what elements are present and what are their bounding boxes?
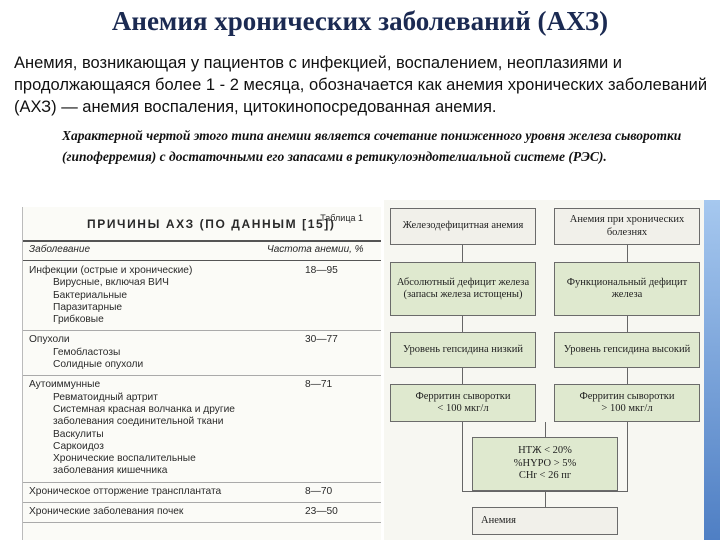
- row-disease-name: Хронические заболевания почек: [29, 506, 184, 518]
- slide-title: Анемия хронических заболеваний (АХЗ): [111, 6, 609, 36]
- row-subtype: Грибковые: [53, 314, 104, 326]
- table-body: [23, 262, 381, 523]
- column-disease: Заболевание: [29, 244, 91, 255]
- node-functional-deficiency: Функциональный дефицит железа: [554, 262, 700, 316]
- decorative-edge: [704, 200, 720, 540]
- row-subtype: Хронические воспалительные: [53, 453, 196, 465]
- table-row: [23, 483, 381, 503]
- node-hepcidin-high: Уровень гепсидина высокий: [554, 332, 700, 368]
- row-frequency: 23—50: [305, 506, 338, 518]
- node-iron-deficiency-anemia: Железодефицитная анемия: [390, 208, 536, 245]
- row-subtype: Гемобластозы: [53, 346, 121, 358]
- row-subtype: Вирусные, включая ВИЧ: [53, 277, 169, 289]
- connector-line: [462, 422, 463, 492]
- row-disease-name: Хроническое отторжение трансплантата: [29, 485, 222, 497]
- connector-line: [627, 245, 628, 262]
- row-subtype: Бактериальные: [53, 289, 128, 301]
- row-frequency: 18—95: [305, 265, 338, 276]
- connector-line: [627, 316, 628, 332]
- connector-line: [545, 422, 546, 437]
- connector-line: [462, 368, 463, 384]
- connector-line: [545, 491, 546, 507]
- characteristic-paragraph: Характерной чертой этого типа анемии является сочетание пониженного уровня железа сыворотки (гипоферремия) с достаточными его запасами в ретикулоэндотелиальной системе (РЭС).: [62, 128, 682, 164]
- table-number: Таблица 1: [320, 213, 363, 223]
- row-disease-name: Опухоли: [29, 334, 70, 346]
- connector-line: [627, 422, 628, 492]
- connector-line: [462, 245, 463, 262]
- node-absolute-deficiency: Абсолютный дефицит железа (запасы железа истощены): [390, 262, 536, 316]
- table-column-headers: [23, 240, 381, 261]
- row-subtype: Васкулиты: [53, 428, 104, 440]
- column-frequency: Частота анемии, %: [267, 244, 364, 255]
- connector-line: [462, 316, 463, 332]
- node-anemia-result: Анемия: [472, 507, 618, 535]
- row-frequency: 8—71: [305, 379, 333, 391]
- row-subtype: Солидные опухоли: [53, 359, 144, 371]
- row-subtype: Саркоидоз: [53, 440, 104, 452]
- node-hepcidin-low: Уровень гепсидина низкий: [390, 332, 536, 368]
- row-disease-name: Инфекции (острые и хронические): [29, 265, 193, 276]
- row-frequency: 30—77: [305, 334, 338, 346]
- table-header: [23, 207, 381, 237]
- definition-paragraph: Анемия, возникающая у пациентов с инфекцией, воспалением, неоплазиями и продолжающаяся более 1 - 2 месяца, обозначается как анемия хронических заболеваний (АХЗ) — анемия воспаления, цитокинопосредованная анемия.: [14, 54, 708, 116]
- node-ferritin-high: Ферритин сыворотки > 100 мкг/л: [554, 384, 700, 422]
- node-chronic-disease-anemia: Анемия при хронических болезнях: [554, 208, 700, 245]
- table-row: [23, 262, 381, 331]
- row-subtype: заболевания кишечника: [53, 465, 168, 477]
- row-disease-name: Аутоиммунные: [29, 379, 101, 391]
- causes-table: [22, 207, 381, 540]
- row-subtype: Системная красная волчанка и другие: [53, 403, 235, 415]
- table-row: [23, 376, 381, 482]
- table-row: [23, 503, 381, 523]
- row-subtype: Паразитарные: [53, 301, 123, 313]
- table-row: [23, 331, 381, 376]
- row-frequency: 8—70: [305, 485, 333, 497]
- table-title: ПРИЧИНЫ АХЗ (ПО ДАННЫМ [15]): [87, 217, 336, 231]
- connector-line: [627, 368, 628, 384]
- row-subtype: Ревматоидный артрит: [53, 391, 158, 403]
- node-iron-indices: НТЖ < 20% %HYPO > 5% CHr < 26 пг: [472, 437, 618, 491]
- node-ferritin-low: Ферритин сыворотки < 100 мкг/л: [390, 384, 536, 422]
- row-subtype: заболевания соединительной ткани: [53, 416, 224, 428]
